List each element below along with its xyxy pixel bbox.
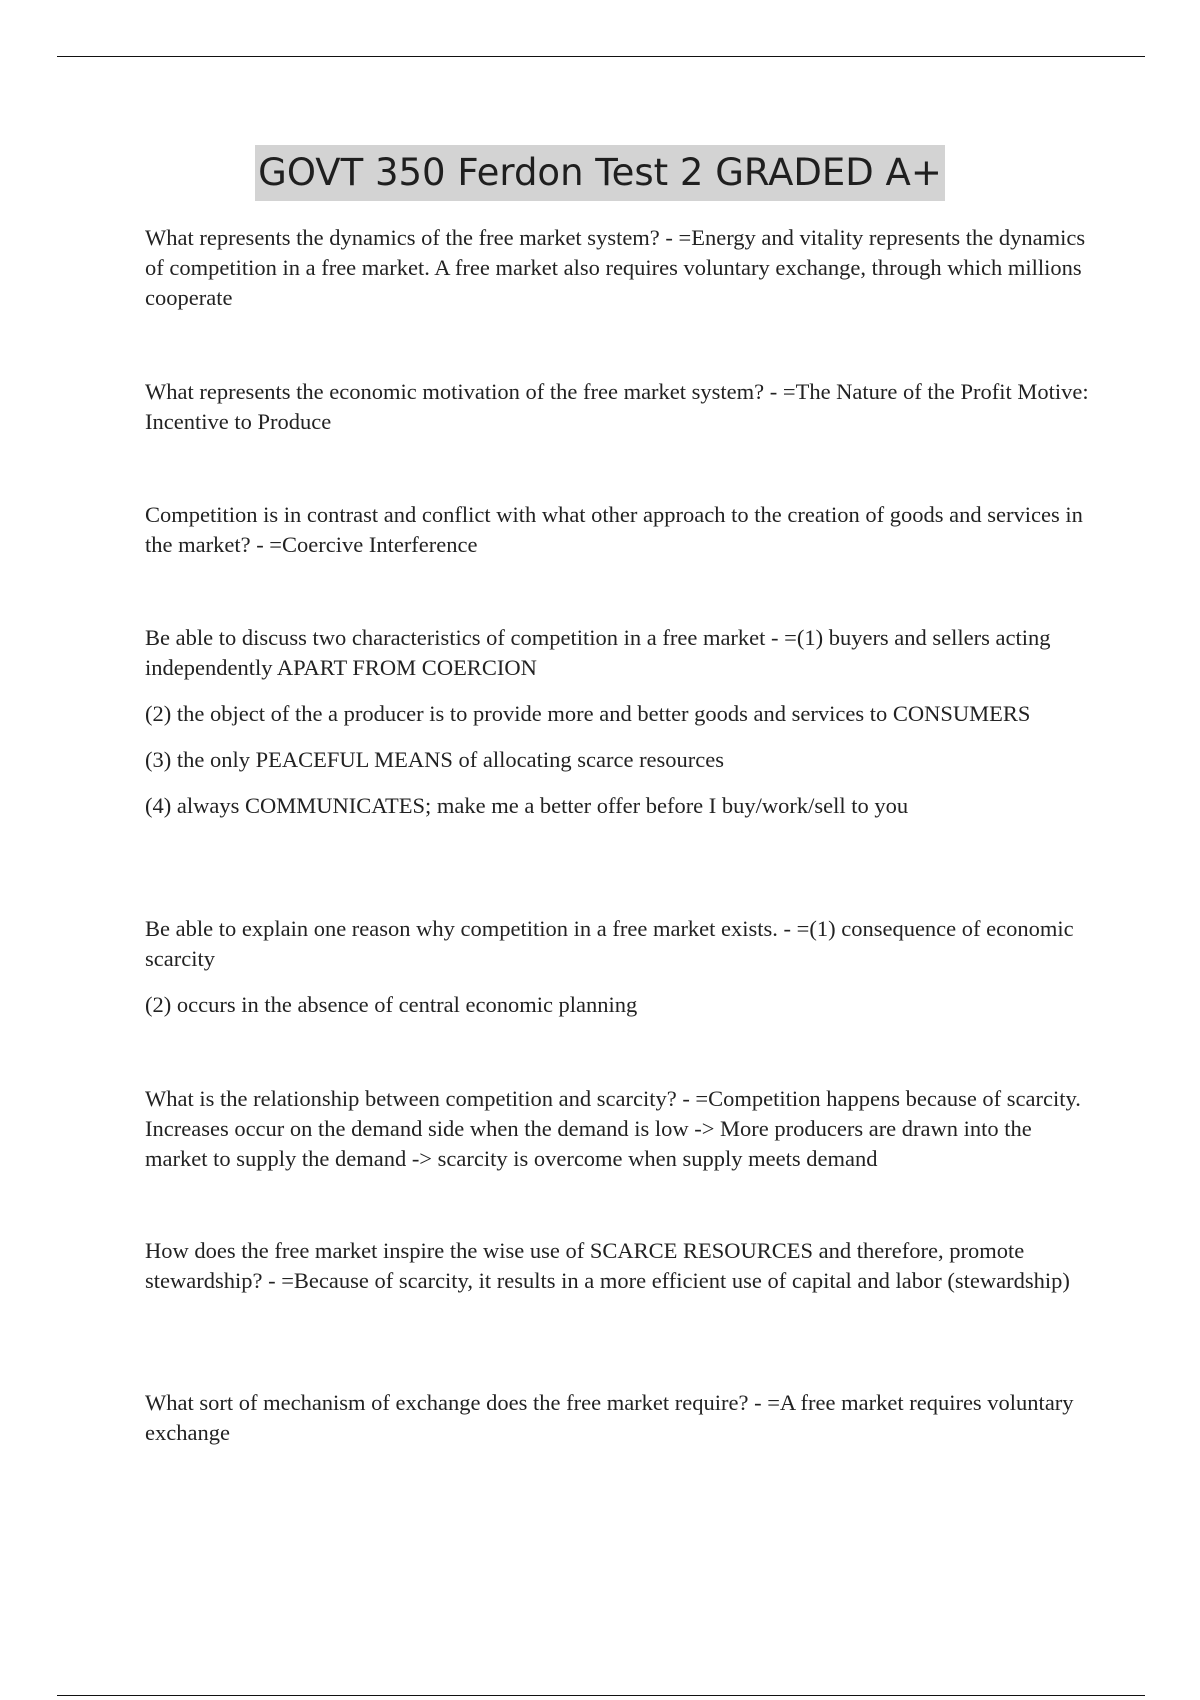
qa-entry-2 bbox=[145, 377, 1090, 437]
document-title: GOVT 350 Ferdon Test 2 GRADED A+ bbox=[255, 145, 945, 201]
qa-entry-3 bbox=[145, 500, 1090, 560]
qa-paragraph: (3) the only PEACEFUL MEANS of allocating scarce resources bbox=[145, 747, 725, 772]
title-block bbox=[0, 145, 1200, 201]
qa-paragraph: Be able to discuss two characteristics of competition in a free market - =(1) buyers and sellers acting independently APART FROM COERCION bbox=[145, 625, 1051, 680]
bottom-divider bbox=[57, 1695, 1145, 1696]
qa-entry-1 bbox=[145, 223, 1090, 313]
qa-paragraph: What represents the economic motivation of the free market system? - =The Nature of the Profit Motive: Incentive to Produce bbox=[145, 379, 1089, 434]
qa-paragraph: Be able to explain one reason why competition in a free market exists. - =(1) consequence of economic scarcity bbox=[145, 916, 1074, 971]
qa-entry-4 bbox=[145, 623, 1090, 821]
qa-paragraph: What is the relationship between competition and scarcity? - =Competition happens because of scarcity. Increases occur on the demand side when the demand is low -> More producers are drawn into the market to supply the demand -> scarcity is overcome when supply meets demand bbox=[145, 1086, 1081, 1171]
qa-paragraph: What represents the dynamics of the free market system? - =Energy and vitality represents the dynamics of competition in a free market. A free market also requires voluntary exchange, through which millions cooperate bbox=[145, 225, 1086, 310]
qa-paragraph: (2) occurs in the absence of central economic planning bbox=[145, 992, 638, 1017]
qa-paragraph: (4) always COMMUNICATES; make me a better offer before I buy/work/sell to you bbox=[145, 793, 909, 818]
qa-entry-5 bbox=[145, 914, 1090, 1020]
qa-entry-6 bbox=[145, 1084, 1090, 1174]
qa-paragraph: Competition is in contrast and conflict with what other approach to the creation of goods and services in the market? - =Coercive Interference bbox=[145, 502, 1083, 557]
qa-entry-8 bbox=[145, 1388, 1090, 1448]
qa-paragraph: What sort of mechanism of exchange does the free market require? - =A free market requires voluntary exchange bbox=[145, 1390, 1074, 1445]
qa-entry-7 bbox=[145, 1236, 1090, 1296]
top-divider bbox=[57, 56, 1145, 57]
qa-paragraph: (2) the object of the a producer is to provide more and better goods and services to CONSUMERS bbox=[145, 701, 1031, 726]
qa-paragraph: How does the free market inspire the wise use of SCARCE RESOURCES and therefore, promote stewardship? - =Because of scarcity, it results in a more efficient use of capital and labor (stewardship) bbox=[145, 1238, 1070, 1293]
